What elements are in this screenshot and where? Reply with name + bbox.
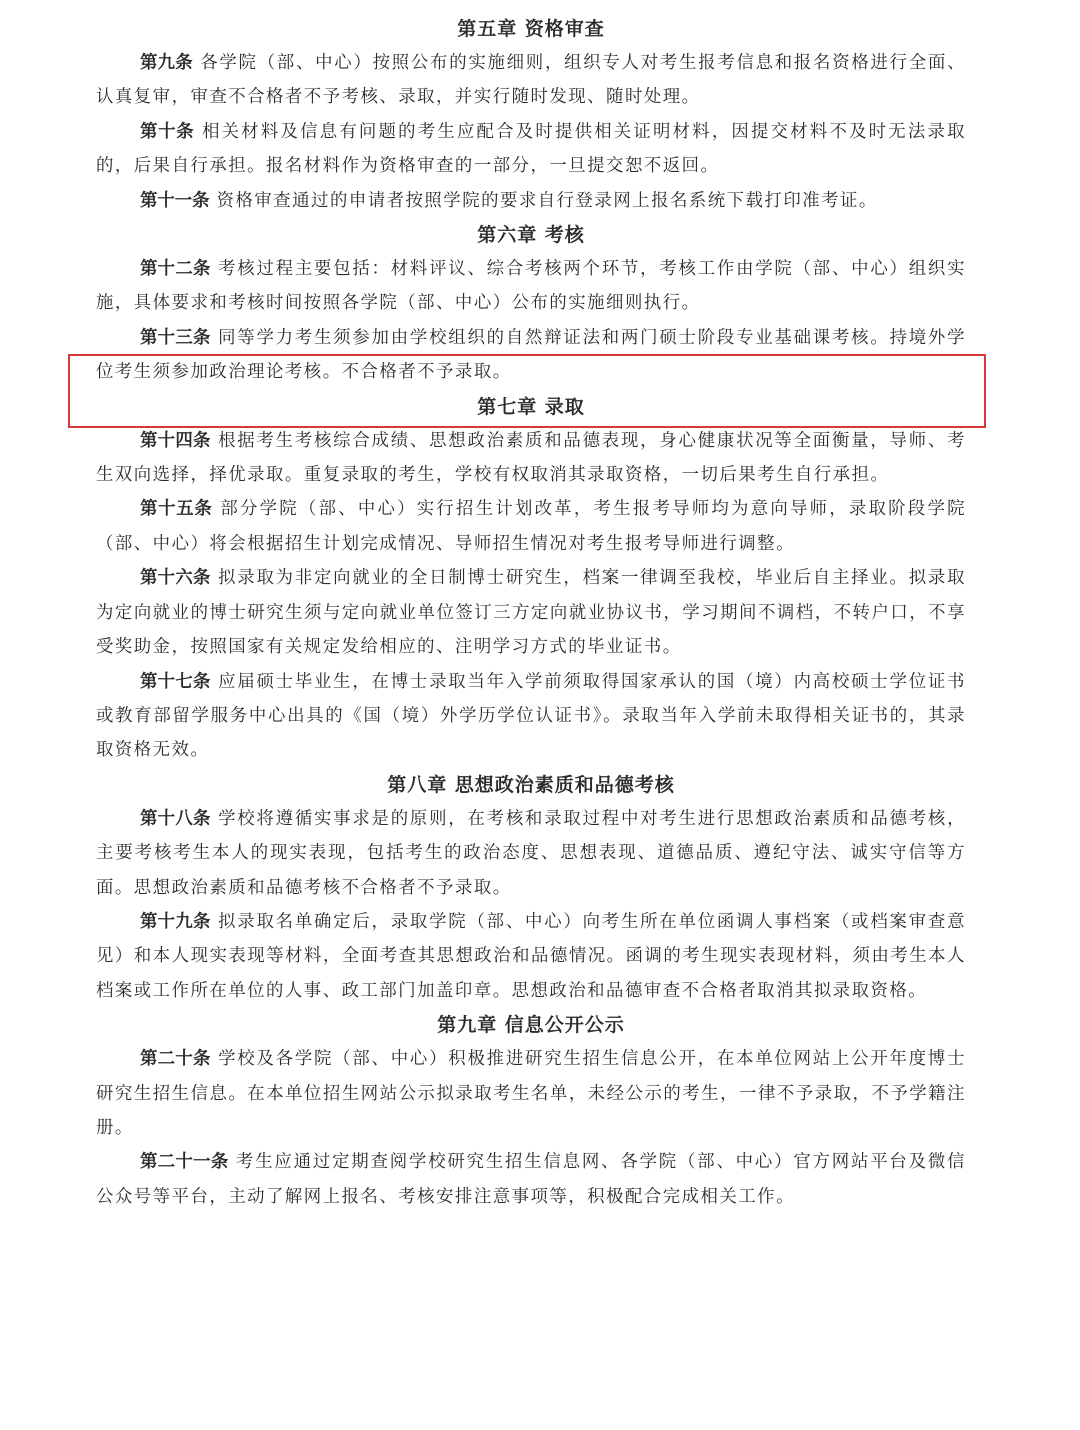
chapter-title: 第八章 思想政治素质和品德考核	[387, 773, 675, 796]
article	[96, 561, 966, 664]
article-label: 第二十条	[140, 1049, 211, 1070]
article-highlighted	[96, 321, 966, 390]
article	[96, 184, 966, 218]
article-label: 第十七条	[140, 671, 211, 692]
article-text: 相关材料及信息有问题的考生应配合及时提供相关证明材料，因提交材料不及时无法录取的，后果自行承担。报名材料作为资格审查的一部分，一旦提交恕不返回。	[96, 121, 966, 177]
article	[96, 424, 966, 493]
article-label: 第十一条	[140, 190, 210, 211]
article-label: 第十九条	[140, 911, 211, 932]
chapter-title: 第九章 信息公开公示	[437, 1014, 625, 1037]
article-label: 第二十一条	[140, 1152, 229, 1173]
article-label: 第十三条	[140, 327, 211, 348]
article-text: 学校及各学院（部、中心）积极推进研究生招生信息公开，在本单位网站上公开年度博士研究生招生信息。在本单位招生网站公示拟录取考生名单，未经公示的考生，一律不予录取，不予学籍注册。	[96, 1049, 966, 1138]
article	[96, 115, 966, 184]
article-text: 拟录取名单确定后，录取学院（部、中心）向考生所在单位函调人事档案（或档案审查意见）和本人现实表现等材料，全面考查其思想政治和品德情况。函调的考生现实表现材料，须由考生本人档案或工作所在单位的人事、政工部门加盖印章。思想政治和品德审查不合格者取消其拟录取资格。	[96, 911, 966, 1001]
article-text: 学校将遵循实事求是的原则，在考核和录取过程中对考生进行思想政治素质和品德考核，主要考核考生本人的现实表现，包括考生的政治态度、思想表现、道德品质、遵纪守法、诚实守信等方面。思想政治素质和品德考核不合格者不予录取。	[96, 808, 966, 898]
article-text: 应届硕士毕业生，在博士录取当年入学前须取得国家承认的国（境）内高校硕士学位证书或教育部留学服务中心出具的《国（境）外学历学位认证书》。录取当年入学前未取得相关证书的，其录取资格无效。	[96, 671, 966, 761]
article	[96, 1145, 966, 1214]
article-text: 资格审查通过的申请者按照学院的要求自行登录网上报名系统下载打印准考证。	[216, 190, 878, 211]
article	[96, 46, 966, 115]
article-text: 根据考生考核综合成绩、思想政治素质和品德表现，身心健康状况等全面衡量，导师、考生双向选择，择优录取。重复录取的考生，学校有权取消其录取资格，一切后果考生自行承担。	[96, 430, 966, 486]
article	[96, 252, 966, 321]
article-label: 第十条	[140, 121, 195, 142]
article-label: 第十八条	[140, 808, 211, 829]
article-label: 第九条	[140, 53, 193, 73]
article-label: 第十四条	[140, 430, 211, 451]
article-label: 第十五条	[140, 499, 213, 520]
article	[96, 1042, 966, 1145]
article-label: 第十六条	[140, 568, 211, 589]
article-text: 拟录取为非定向就业的全日制博士研究生，档案一律调至我校，毕业后自主择业。拟录取为定向就业的博士研究生须与定向就业单位签订三方定向就业协议书，学习期间不调档，不转户口，不享受奖助金，按照国家有关规定发给相应的、注明学习方式的毕业证书。	[96, 568, 966, 658]
article	[96, 492, 966, 561]
article	[96, 665, 966, 768]
article-text: 部分学院（部、中心）实行招生计划改革，考生报考导师均为意向导师，录取阶段学院（部、中心）将会根据招生计划完成情况、导师招生情况对考生报考导师进行调整。	[96, 499, 966, 554]
chapter-title: 第五章 资格审查	[457, 18, 605, 40]
chapter-title: 第七章 录取	[477, 395, 585, 418]
document-body	[96, 12, 966, 1214]
article	[96, 802, 966, 905]
chapter-title: 第六章 考核	[477, 224, 585, 247]
article	[96, 905, 966, 1008]
article-text: 考核过程主要包括：材料评议、综合考核两个环节，考核工作由学院（部、中心）组织实施，具体要求和考核时间按照各学院（部、中心）公布的实施细则执行。	[96, 259, 966, 314]
article-text: 各学院（部、中心）按照公布的实施细则，组织专人对考生报考信息和报名资格进行全面、认真复审，审查不合格者不予考核、录取，并实行随时发现、随时处理。	[96, 53, 966, 108]
article-text: 同等学力考生须参加由学校组织的自然辩证法和两门硕士阶段专业基础课考核。持境外学位考生须参加政治理论考核。不合格者不予录取。	[96, 327, 966, 383]
article-text: 考生应通过定期查阅学校研究生招生信息网、各学院（部、中心）官方网站平台及微信公众号等平台，主动了解网上报名、考核安排注意事项等，积极配合完成相关工作。	[96, 1152, 966, 1207]
article-label: 第十二条	[140, 259, 211, 280]
